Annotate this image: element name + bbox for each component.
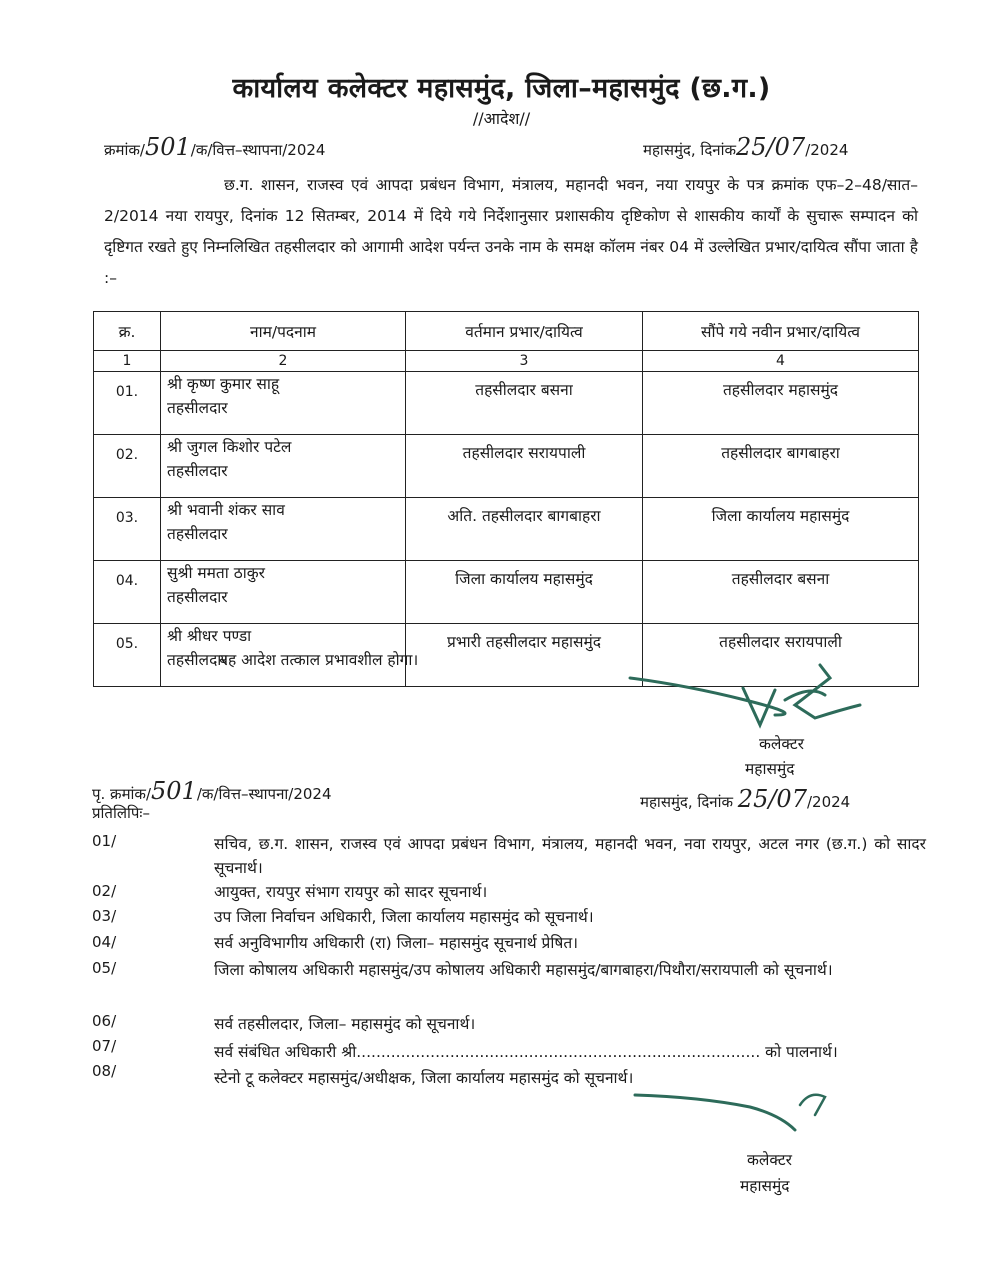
col-number: 4	[643, 351, 919, 372]
copy-item-number: 08/	[92, 1062, 117, 1080]
row-sno: 04.	[94, 561, 161, 624]
copy-item-text: स्टेनो टू कलेक्टर महासमुंद/अधीक्षक, जिला कार्यालय महासमुंद को सूचनार्थ।	[214, 1069, 634, 1087]
copy-item-number: 06/	[92, 1012, 117, 1030]
copy-item-text: सर्व अनुविभागीय अधिकारी (रा) जिला– महासमुंद सूचनार्थ प्रेषित।	[214, 934, 579, 952]
row-name-cell	[161, 561, 406, 624]
order-date	[643, 133, 848, 161]
ref-prefix: क्रमांक/	[104, 141, 145, 159]
endorsement-ref-handwritten: 501	[151, 777, 197, 805]
col-number: 2	[161, 351, 406, 372]
ref-handwritten-number: 501	[144, 133, 191, 161]
endorsement-date-handwritten: 25/07	[737, 785, 807, 813]
row-new-charge: तहसीलदार बागबाहरा	[643, 435, 919, 498]
order-label: //आदेश//	[472, 109, 531, 128]
table-row	[94, 498, 919, 561]
officer-designation: तहसीलदार	[167, 525, 228, 543]
signature-1-place: महासमुंद	[745, 760, 795, 778]
endorsement-ref-suffix: /क/वित्त–स्थापना/2024	[196, 785, 332, 803]
date-prefix: महासमुंद, दिनांक	[643, 141, 737, 159]
col-header-name: नाम/पदनाम	[161, 312, 406, 351]
row-name-cell	[161, 372, 406, 435]
col-header-current: वर्तमान प्रभार/दायित्व	[406, 312, 643, 351]
signature-2-image	[630, 1085, 860, 1145]
row-sno: 03.	[94, 498, 161, 561]
row-name-cell	[161, 435, 406, 498]
copy-item-number: 05/	[92, 959, 117, 977]
effective-statement: यह आदेश तत्काल प्रभावशील होगा।	[219, 651, 419, 669]
col-number: 1	[94, 351, 161, 372]
row-new-charge: तहसीलदार बसना	[643, 561, 919, 624]
copy-item-text: सचिव, छ.ग. शासन, राजस्व एवं आपदा प्रबंधन विभाग, मंत्रालय, महानदी भवन, नवा रायपुर, अटल नगर (छ.ग.) को सादर सूचनार्थ।	[214, 835, 926, 877]
officer-name: श्री जुगल किशोर पटेल	[167, 438, 292, 456]
col-number: 3	[406, 351, 643, 372]
row-new-charge: तहसीलदार महासमुंद	[643, 372, 919, 435]
ref-suffix: /क/वित्त–स्थापना/2024	[190, 141, 326, 159]
table-row	[94, 561, 919, 624]
col-header-sno: क्र.	[94, 312, 161, 351]
signature-1-image	[625, 660, 875, 740]
row-new-charge: तहसीलदार सरायपाली	[643, 624, 919, 687]
table-row	[94, 435, 919, 498]
row-current-charge: तहसीलदार बसना	[406, 372, 643, 435]
endorsement-date-prefix: महासमुंद, दिनांक	[640, 793, 734, 811]
transfer-table	[93, 311, 919, 687]
row-sno: 02.	[94, 435, 161, 498]
copy-item-number: 04/	[92, 933, 117, 951]
row-current-charge: अति. तहसीलदार बागबाहरा	[406, 498, 643, 561]
endorsement-ref-prefix: पृ. क्रमांक/	[92, 785, 152, 803]
signature-2-place: महासमुंद	[740, 1177, 790, 1195]
officer-name: सुश्री ममता ठाकुर	[167, 564, 265, 582]
copy-item-text: जिला कोषालय अधिकारी महासमुंद/उप कोषालय अधिकारी महासमुंद/बागबाहरा/पिथौरा/सरायपाली को सूचनार्थ।	[214, 961, 833, 979]
officer-designation: तहसीलदार	[167, 651, 228, 669]
row-new-charge: जिला कार्यालय महासमुंद	[643, 498, 919, 561]
officer-name: श्री श्रीधर पण्डा	[167, 627, 252, 645]
copy-item-text: उप जिला निर्वाचन अधिकारी, जिला कार्यालय महासमुंद को सूचनार्थ।	[214, 908, 594, 926]
row-sno: 01.	[94, 372, 161, 435]
order-reference	[104, 133, 325, 161]
copy-item-number: 07/	[92, 1037, 117, 1055]
copy-label: प्रतिलिपिः–	[92, 804, 150, 822]
officer-designation: तहसीलदार	[167, 588, 228, 606]
copy-item-number: 03/	[92, 907, 117, 925]
copy-item-number: 02/	[92, 882, 117, 900]
row-name-cell	[161, 498, 406, 561]
row-sno: 05.	[94, 624, 161, 687]
row-current-charge: तहसीलदार सरायपाली	[406, 435, 643, 498]
copy-item-number: 01/	[92, 832, 117, 850]
date-suffix: /2024	[805, 141, 849, 159]
row-current-charge: प्रभारी तहसीलदार महासमुंद	[406, 624, 643, 687]
office-title: कार्यालय कलेक्टर महासमुंद, जिला–महासमुंद (छ.ग.)	[232, 73, 771, 104]
officer-designation: तहसीलदार	[167, 462, 228, 480]
endorsement-date	[640, 785, 850, 813]
copy-item-text: सर्व तहसीलदार, जिला– महासमुंद को सूचनार्थ।	[214, 1015, 476, 1033]
date-handwritten: 25/07	[736, 133, 806, 161]
row-current-charge: जिला कार्यालय महासमुंद	[406, 561, 643, 624]
endorsement-reference	[92, 777, 332, 805]
order-body-paragraph: छ.ग. शासन, राजस्व एवं आपदा प्रबंधन विभाग, मंत्रालय, महानदी भवन, नया रायपुर के पत्र क्रमांक एफ–2–48/सात–2/2014 नया रायपुर, दिनांक 12 सितम्बर, 2014 में दिये गये निर्देशानुसार प्रशासकीय दृष्टिकोण से शासकीय कार्यों के सुचारू सम्पादन को दृष्टिगत रखते हुए निम्नलिखित तहसीलदार को आगामी आदेश पर्यन्त उनके नाम के समक्ष कॉलम नंबर 04 में उल्लेखित प्रभार/दायित्व सौंपा जाता है :–	[104, 176, 918, 287]
officer-name: श्री कृष्ण कुमार साहू	[167, 375, 280, 393]
officer-name: श्री भवानी शंकर साव	[167, 501, 285, 519]
copy-item-text: आयुक्त, रायपुर संभाग रायपुर को सादर सूचनार्थ।	[214, 883, 488, 901]
table-row	[94, 372, 919, 435]
endorsement-date-suffix: /2024	[806, 793, 851, 811]
copy-item-text: सर्व संबंधित अधिकारी श्री.................................................................................. को पालनार्थ।	[214, 1043, 838, 1061]
officer-designation: तहसीलदार	[167, 399, 228, 417]
signature-1-title: कलेक्टर	[759, 735, 805, 753]
signature-2-title: कलेक्टर	[747, 1151, 793, 1169]
col-header-new: सौंपे गये नवीन प्रभार/दायित्व	[643, 312, 919, 351]
